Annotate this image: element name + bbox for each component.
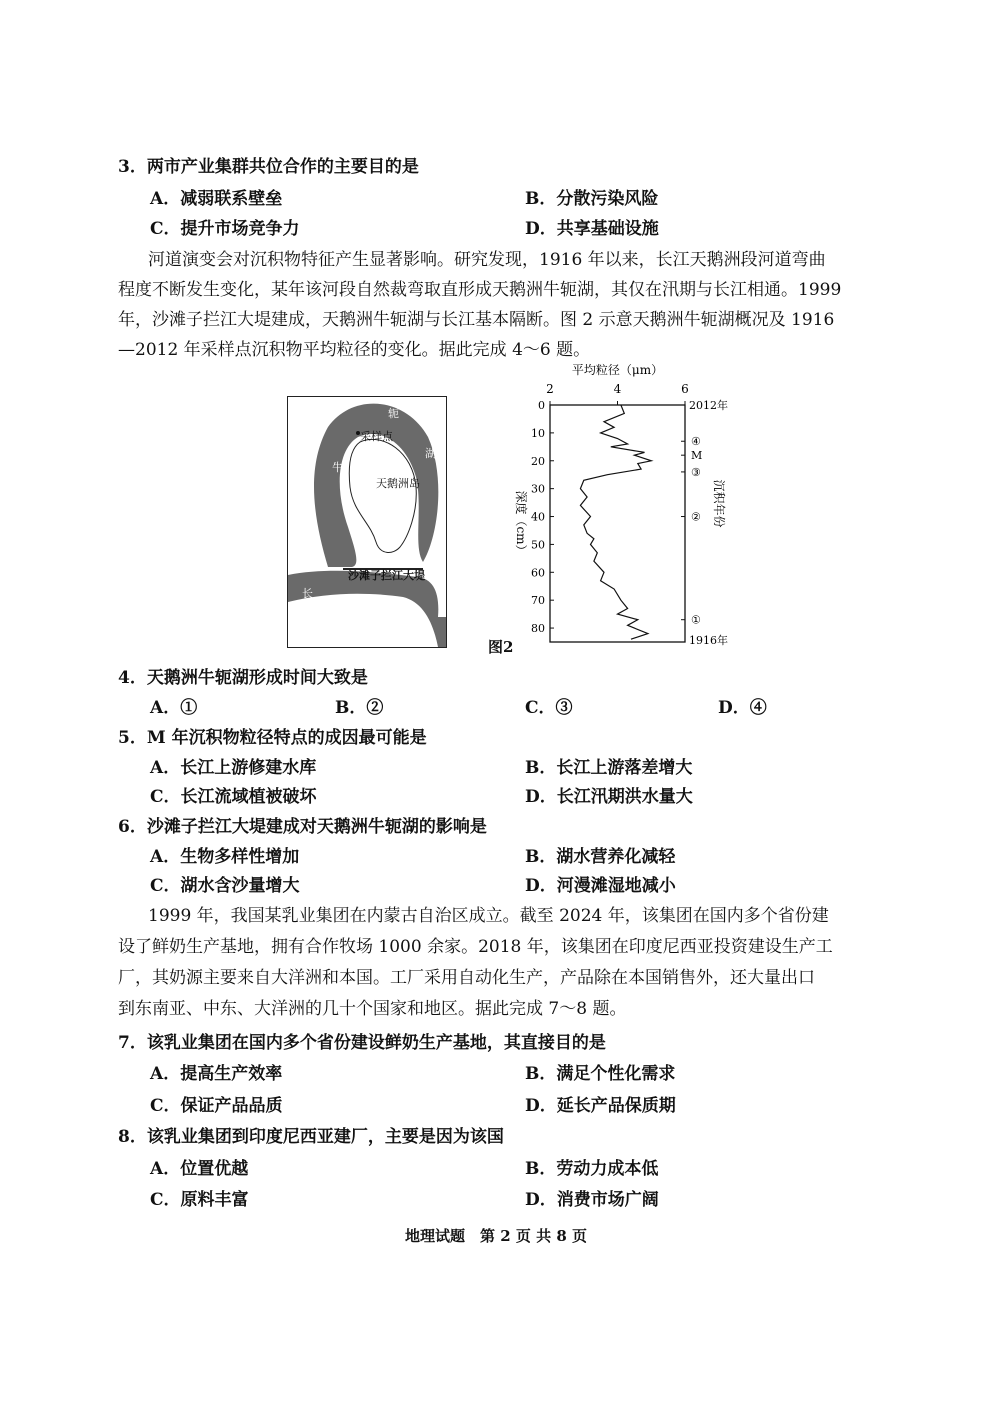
map-label-hu: 湖 — [425, 447, 436, 460]
y-tick-label: 50 — [531, 538, 545, 552]
map-label-dike: 沙滩子拦江大堤 — [348, 569, 425, 582]
q8-option-d[interactable]: D．消费市场广阔 — [525, 1190, 659, 1210]
map-label-island: 天鹅洲岛 — [376, 477, 420, 490]
q3-option-a[interactable]: A．减弱联系壁垒 — [150, 189, 283, 209]
passage1-line-1: 河道演变会对沉积物特征产生显著影响。研究发现，1916 年以来，长江天鹅洲段河道弯曲 — [148, 250, 826, 270]
q4-option-a[interactable]: A．① — [150, 698, 198, 718]
grain-size-chart — [505, 360, 765, 650]
map-label-jiang: 江 — [378, 597, 389, 610]
y-tick-label: 20 — [531, 454, 545, 468]
passage2-line-3: 厂，其奶源主要来自大洋洲和本国。工厂采用自动化生产，产品除在本国销售外，还大量出口 — [118, 968, 815, 988]
island-shape — [349, 439, 416, 552]
y-axis-label: 深度（cm） — [514, 490, 528, 557]
x-tick-label: 4 — [613, 382, 622, 396]
q6-stem: 6．沙滩子拦江大堤建成对天鹅洲牛轭湖的影响是 — [118, 817, 487, 837]
x-tick-label: 2 — [546, 382, 554, 396]
q7-stem: 7．该乳业集团在国内多个省份建设鲜奶生产基地，其直接目的是 — [118, 1033, 606, 1053]
passage2-line-4: 到东南亚、中东、大洋洲的几十个国家和地区。据此完成 7～8 题。 — [118, 999, 627, 1019]
marker-label: ② — [691, 510, 701, 524]
y-tick-label: 40 — [531, 510, 545, 524]
passage1-line-2: 程度不断发生变化，某年该河段自然裁弯取直形成天鹅洲牛轭湖，其仅在汛期与长江相通。1999 — [118, 280, 842, 300]
q8-option-a[interactable]: A．位置优越 — [150, 1159, 249, 1179]
marker-label: ④ — [691, 435, 701, 449]
q7-option-c[interactable]: C．保证产品品质 — [150, 1096, 283, 1116]
marker-label: ③ — [691, 465, 701, 479]
map-label-niu: 牛 — [332, 461, 343, 474]
chart-frame — [550, 405, 685, 642]
q5-option-a[interactable]: A．长江上游修建水库 — [150, 758, 317, 778]
x-tick-label: 6 — [681, 382, 689, 396]
grain-size-series-line — [580, 405, 651, 639]
q8-option-c[interactable]: C．原料丰富 — [150, 1190, 249, 1210]
q4-option-d[interactable]: D．④ — [718, 698, 767, 718]
q6-option-a[interactable]: A．生物多样性增加 — [150, 847, 300, 867]
q4-option-b[interactable]: B．② — [335, 698, 384, 718]
passage1-line-3: 年，沙滩子拦江大堤建成，天鹅洲牛轭湖与长江基本隔断。图 2 示意天鹅洲牛轭湖概况及 1916 — [118, 310, 835, 330]
q3-stem: 3．两市产业集群共位合作的主要目的是 — [118, 157, 419, 177]
q8-stem: 8．该乳业集团到印度尼西亚建厂，主要是因为该国 — [118, 1127, 504, 1147]
y-tick-label: 80 — [531, 622, 545, 636]
map-label-sample-point: 采样点 — [360, 430, 393, 443]
q4-option-c[interactable]: C．③ — [525, 698, 573, 718]
q5-option-c[interactable]: C．长江流域植被破坏 — [150, 787, 317, 807]
map-label-e: 轭 — [388, 407, 399, 420]
q6-option-c[interactable]: C．湖水含沙量增大 — [150, 876, 300, 896]
chart-svg — [505, 360, 765, 650]
q3-option-b[interactable]: B．分散污染风险 — [525, 189, 659, 209]
q4-stem: 4．天鹅洲牛轭湖形成时间大致是 — [118, 668, 368, 688]
map-label-chang: 长 — [302, 587, 313, 600]
page-footer: 地理试题 第 2 页 共 8 页 — [405, 1227, 587, 1245]
passage2-line-1: 1999 年，我国某乳业集团在内蒙古自治区成立。截至 2024 年，该集团在国内多个省份建 — [148, 906, 829, 926]
marker-label: M — [691, 449, 703, 463]
q5-option-d[interactable]: D．长江汛期洪水量大 — [525, 787, 693, 807]
marker-label: ① — [691, 613, 701, 627]
figure-caption: 图2 — [488, 638, 514, 656]
passage2-line-2: 设了鲜奶生产基地，拥有合作牧场 1000 余家。2018 年，该集团在印度尼西亚投资建设生产工 — [118, 937, 833, 957]
year-label-bottom: 1916年 — [689, 634, 728, 647]
passage1-line-4: —2012 年采样点沉积物平均粒径的变化。据此完成 4～6 题。 — [118, 340, 591, 360]
q5-stem: 5．M 年沉积物粒径特点的成因最可能是 — [118, 728, 427, 748]
right-axis-label: 沉积年份 — [712, 479, 726, 528]
q7-option-a[interactable]: A．提高生产效率 — [150, 1064, 283, 1084]
q5-option-b[interactable]: B．长江上游落差增大 — [525, 758, 693, 778]
y-tick-label: 0 — [538, 399, 545, 412]
y-tick-label: 60 — [531, 566, 545, 580]
y-tick-label: 70 — [531, 594, 545, 608]
year-label-top: 2012年 — [689, 399, 728, 412]
q6-option-d[interactable]: D．河漫滩湿地减小 — [525, 876, 676, 896]
y-tick-label: 30 — [531, 482, 545, 496]
oxbow-lake-map — [287, 396, 447, 648]
chart-title: 平均粒径（μm） — [571, 363, 664, 377]
q7-option-b[interactable]: B．满足个性化需求 — [525, 1064, 676, 1084]
q8-option-b[interactable]: B．劳动力成本低 — [525, 1159, 659, 1179]
q3-option-d[interactable]: D．共享基础设施 — [525, 219, 659, 239]
q6-option-b[interactable]: B．湖水营养化减轻 — [525, 847, 676, 867]
q3-option-c[interactable]: C．提升市场竞争力 — [150, 219, 300, 239]
q7-option-d[interactable]: D．延长产品保质期 — [525, 1096, 676, 1116]
y-tick-label: 10 — [531, 426, 545, 440]
